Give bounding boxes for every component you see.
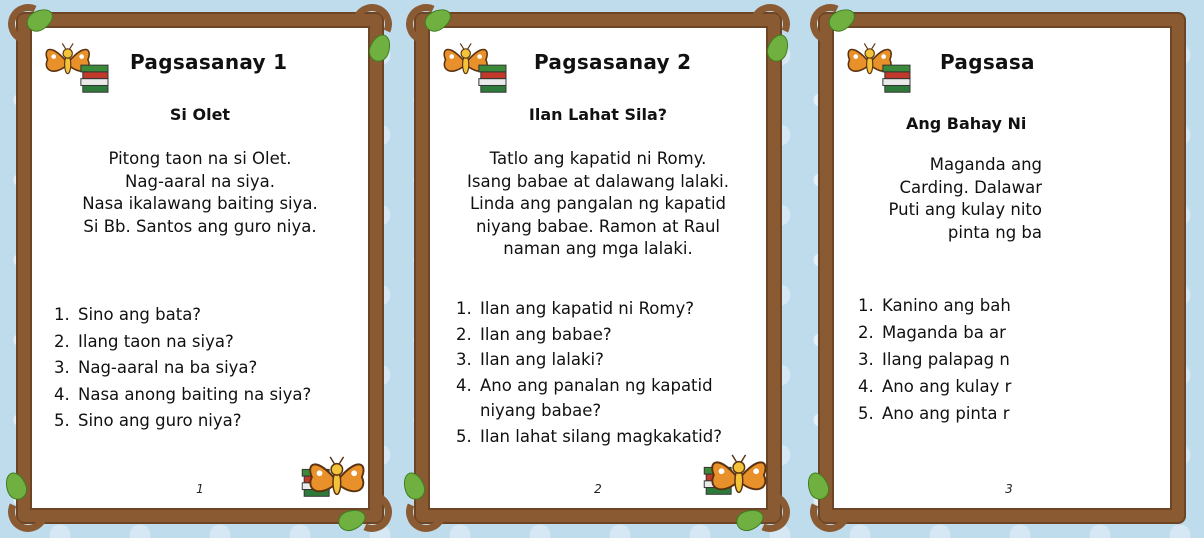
question-item: 5. Sino ang guro niya? bbox=[54, 411, 242, 430]
worksheet-card-3 bbox=[814, 8, 1190, 528]
story-title: Ilan Lahat Sila? bbox=[528, 105, 668, 124]
page-title: Pagsasa bbox=[940, 50, 1035, 74]
worksheet-card-2 bbox=[410, 8, 786, 528]
story-line: Carding. Dalawar bbox=[899, 177, 1042, 197]
story-line: Puti ang kulay nito bbox=[888, 200, 1042, 219]
page-number: 1 bbox=[196, 482, 204, 496]
question-item: 1. Ilan ang kapatid ni Romy? bbox=[456, 299, 694, 318]
butterfly-reading-icon bbox=[848, 38, 910, 100]
question-item: 1. Kanino ang bah bbox=[858, 296, 1011, 315]
story-line: Nasa ikalawang baiting siya. bbox=[82, 194, 318, 213]
page-title: Pagsasanay 1 bbox=[130, 50, 288, 74]
story-line: Maganda ang bbox=[929, 155, 1042, 174]
story-line: naman ang mga lalaki. bbox=[503, 239, 693, 258]
story-line: Tatlo ang kapatid ni Romy. bbox=[489, 149, 707, 168]
question-item: 3. Ilang palapag n bbox=[858, 350, 1010, 369]
question-item: 3. Nag-aaral na ba siya? bbox=[54, 358, 258, 377]
butterfly-reading-icon bbox=[46, 38, 108, 100]
question-item: 5. Ano ang pinta r bbox=[858, 404, 1010, 423]
story-line: Linda ang pangalan ng kapatid bbox=[469, 194, 727, 213]
page-number: 2 bbox=[594, 482, 602, 496]
story-line: Pitong taon na si Olet. bbox=[108, 149, 292, 168]
question-item: 1. Sino ang bata? bbox=[54, 305, 202, 324]
question-item: 2. Maganda ba ar bbox=[858, 323, 1006, 342]
page-title: Pagsasanay 2 bbox=[534, 50, 692, 74]
question-item: 2. Ilan ang babae? bbox=[456, 324, 612, 344]
page-number: 3 bbox=[1005, 482, 1013, 496]
question-item: 5. Ilan lahat silang magkakatid? bbox=[456, 426, 722, 446]
worksheet-card-1 bbox=[12, 8, 388, 528]
question-item: 4. Ano ang panalan ng kapatid niyang babae? bbox=[456, 375, 713, 420]
story-line: Nag-aaral na siya. bbox=[125, 171, 275, 191]
story-line: Isang babae at dalawang lalaki. bbox=[467, 171, 729, 191]
story-line: Si Bb. Santos ang guro niya. bbox=[83, 216, 317, 236]
story-line: pinta ng ba bbox=[947, 222, 1042, 242]
story-text bbox=[842, 154, 1042, 244]
question-item: 2. Ilang taon na siya? bbox=[54, 331, 234, 351]
question-item: 4. Nasa anong baiting na siya? bbox=[54, 384, 312, 404]
question-item: 3. Ilan ang lalaki? bbox=[456, 350, 604, 369]
story-text bbox=[38, 148, 362, 238]
story-line: niyang babae. Ramon at Raul bbox=[475, 216, 721, 236]
butterfly-reading-icon bbox=[444, 38, 506, 100]
question-item: 4. Ano ang kulay r bbox=[858, 377, 1012, 396]
story-title: Ang Bahay Ni bbox=[906, 114, 1027, 133]
butterfly-reading-icon bbox=[302, 454, 364, 504]
story-title: Si Olet bbox=[169, 105, 231, 124]
question-list bbox=[456, 296, 722, 449]
story-text bbox=[436, 148, 760, 261]
question-list bbox=[858, 292, 1011, 427]
question-list bbox=[54, 302, 311, 435]
